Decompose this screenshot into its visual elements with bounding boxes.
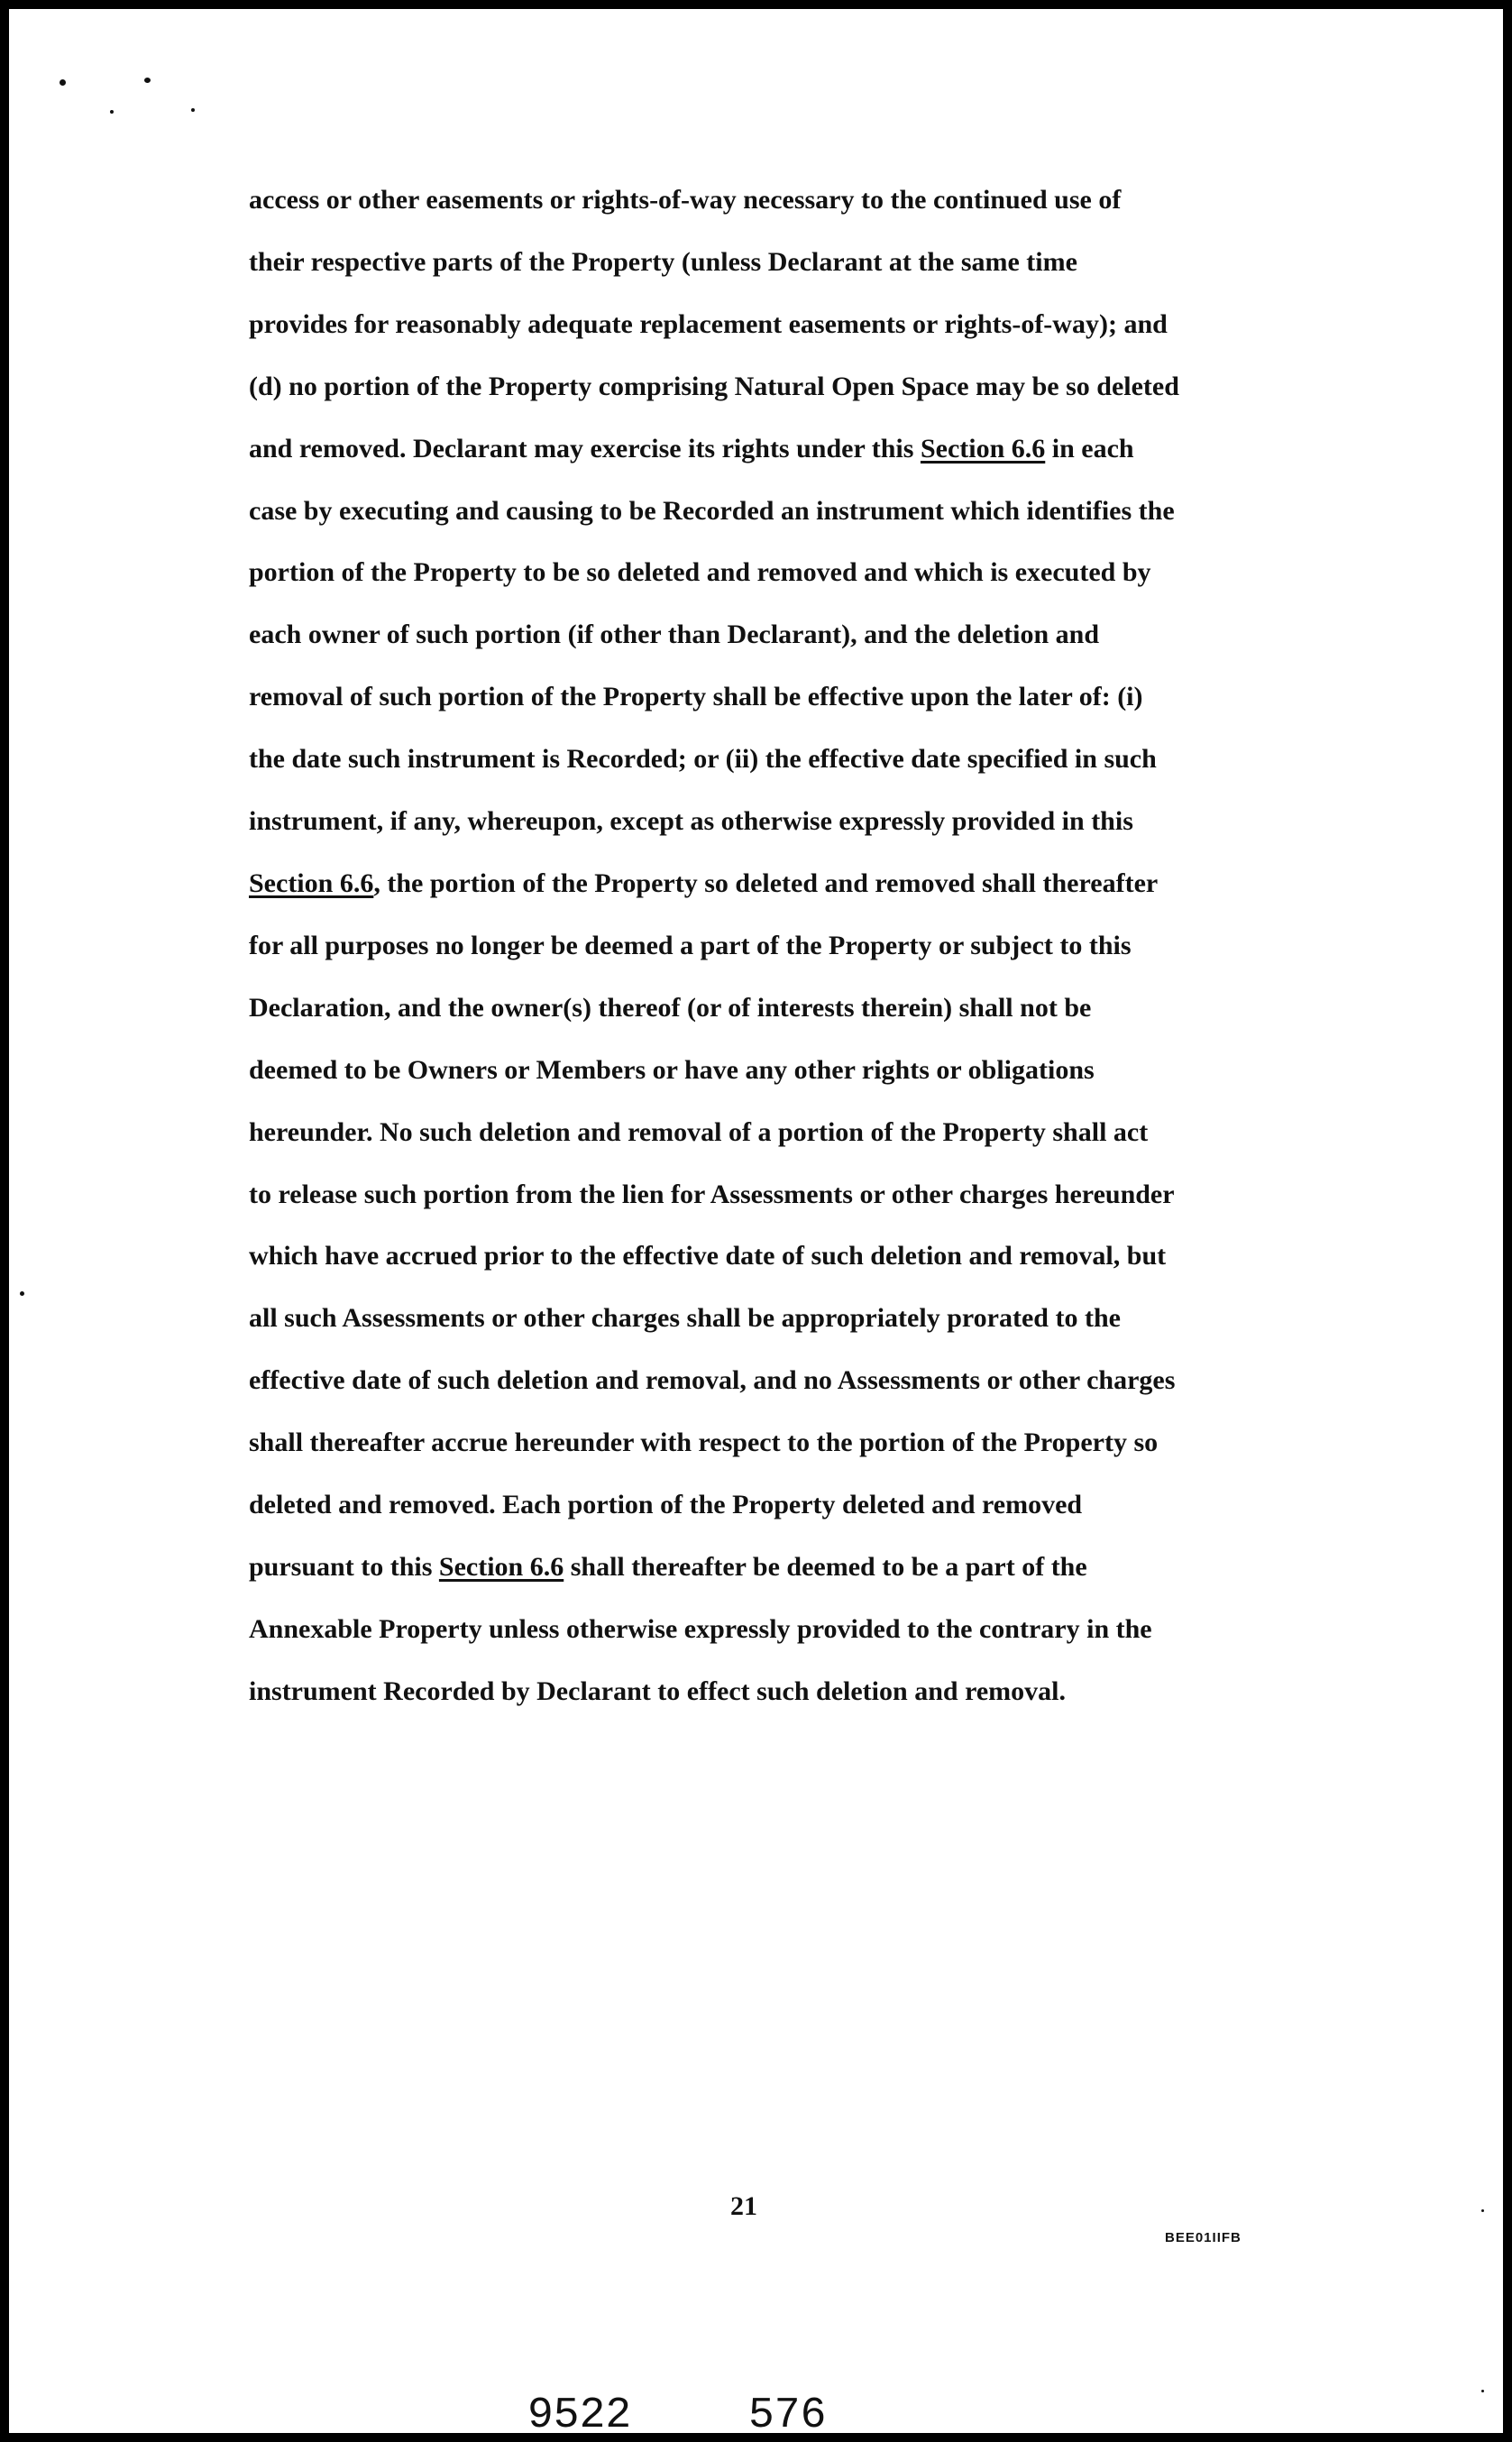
text-segment: provides for reasonably adequate replacement easements or rights-of-way); and [249, 308, 1168, 339]
text-line [249, 666, 1295, 729]
text-line [249, 1537, 1295, 1599]
text-line [249, 791, 1295, 853]
text-line [249, 170, 1295, 232]
body-paragraph [249, 170, 1295, 1723]
text-line [249, 915, 1295, 978]
text-segment: deleted and removed. Each portion of the Property deleted and removed [249, 1490, 1083, 1520]
section-reference: Section 6.6 [249, 868, 374, 898]
text-line [249, 1288, 1295, 1350]
text-line [249, 481, 1295, 543]
text-line [249, 1350, 1295, 1412]
recording-page-number: 576 [748, 2392, 827, 2433]
text-segment: shall thereafter be deemed to be a part of the [564, 1551, 1087, 1582]
text-segment: shall thereafter accrue hereunder with respect to the portion of the Property so [249, 1428, 1159, 1458]
text-segment: access or other easements or rights-of-way necessary to the continued use of [249, 185, 1122, 215]
scan-speck [144, 78, 151, 83]
text-segment: hereunder. No such deletion and removal of a portion of the Property shall act [249, 1116, 1149, 1147]
text-line [249, 418, 1295, 481]
text-line [249, 542, 1295, 604]
text-line [249, 1102, 1295, 1164]
text-segment: deemed to be Owners or Members or have any other rights or obligations [249, 1054, 1095, 1085]
scan-speck [110, 110, 114, 114]
text-line [249, 1599, 1295, 1661]
text-line [249, 604, 1295, 666]
document-code: BEE01IIFB [1165, 2230, 1242, 2245]
text-line [249, 853, 1295, 915]
document-page [9, 9, 1503, 2433]
text-segment: and removed. Declarant may exercise its rights under this [249, 433, 921, 464]
text-line [249, 1226, 1295, 1288]
scan-speck [60, 79, 66, 86]
text-segment: instrument Recorded by Declarant to effect such deletion and removal. [249, 1675, 1066, 1706]
text-line [249, 232, 1295, 294]
scan-speck [1481, 2390, 1484, 2392]
text-segment: to release such portion from the lien for Assessments or other charges hereunder [249, 1179, 1175, 1209]
text-segment: , the portion of the Property so deleted and removed shall thereafter [373, 868, 1159, 898]
recording-book-number: 9522 [527, 2392, 632, 2433]
scan-speck [191, 108, 195, 112]
scan-speck [20, 1291, 24, 1296]
text-segment: (d) no portion of the Property comprising Natural Open Space may be so deleted [249, 371, 1179, 401]
scan-speck [1481, 2209, 1484, 2212]
text-line [249, 294, 1295, 356]
text-line [249, 1474, 1295, 1537]
text-segment: pursuant to this [249, 1551, 439, 1582]
text-segment: effective date of such deletion and removal, and no Assessments or other charges [249, 1365, 1176, 1396]
text-line [249, 729, 1295, 791]
section-reference: Section 6.6 [438, 1551, 564, 1582]
text-segment: each owner of such portion (if other than Declarant), and the deletion and [249, 620, 1100, 650]
text-segment: all such Assessments or other charges shall be appropriately prorated to the [249, 1303, 1121, 1334]
text-segment: portion of the Property to be so deleted and removed and which is executed by [249, 557, 1151, 588]
text-line [249, 356, 1295, 418]
text-segment: instrument, if any, whereupon, except as otherwise expressly provided in this [249, 806, 1133, 837]
section-reference: Section 6.6 [920, 433, 1046, 464]
text-segment: the date such instrument is Recorded; or (ii) the effective date specified in such [249, 744, 1157, 775]
text-line [249, 1040, 1295, 1102]
text-line [249, 1412, 1295, 1474]
text-segment: in each [1045, 433, 1134, 464]
text-line [249, 1164, 1295, 1226]
text-line [249, 1661, 1295, 1723]
text-segment: which have accrued prior to the effective date of such deletion and removal, but [249, 1241, 1167, 1271]
text-segment: for all purposes no longer be deemed a part of the Property or subject to this [249, 930, 1132, 960]
text-segment: Annexable Property unless otherwise expressly provided to the contrary in the [249, 1613, 1152, 1644]
text-line [249, 978, 1295, 1040]
text-segment: their respective parts of the Property (unless Declarant at the same time [249, 246, 1077, 277]
text-segment: removal of such portion of the Property shall be effective upon the later of: (i) [249, 682, 1143, 712]
page-number: 21 [730, 2191, 757, 2221]
text-segment: Declaration, and the owner(s) thereof (or of interests therein) shall not be [249, 992, 1092, 1023]
text-segment: case by executing and causing to be Recorded an instrument which identifies the [249, 495, 1175, 526]
